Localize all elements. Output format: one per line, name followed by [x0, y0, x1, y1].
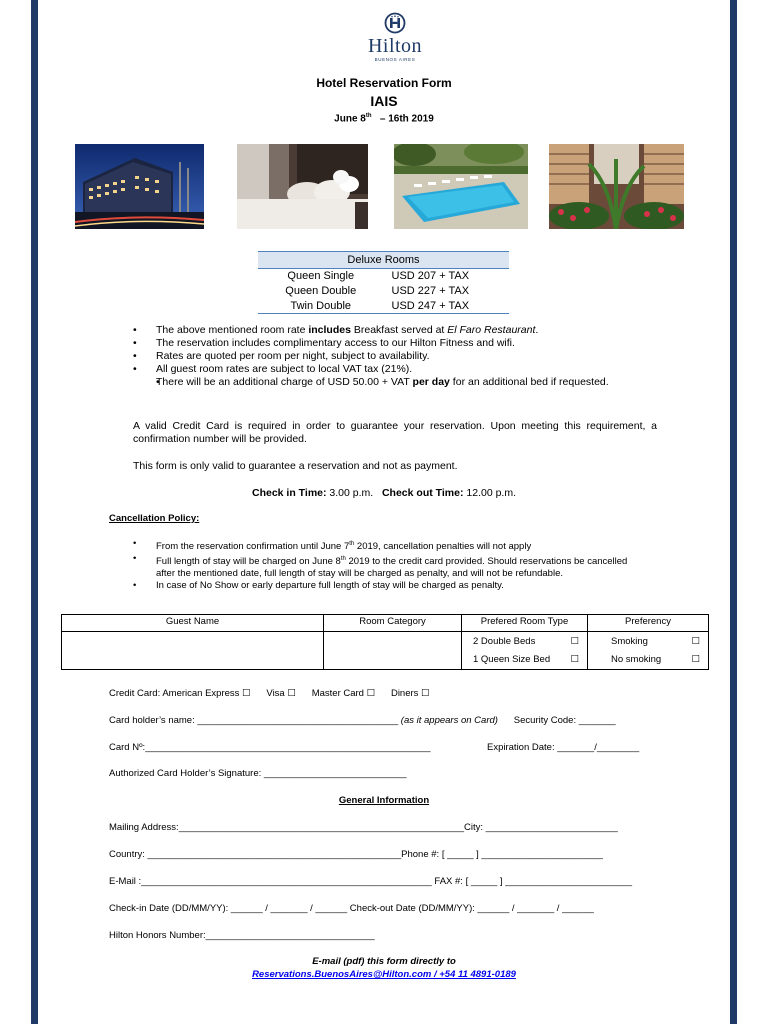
- signature-field[interactable]: Authorized Card Holder’s Signature: ___________________________: [109, 768, 407, 779]
- preferency-header: Preferency: [588, 615, 709, 632]
- event-name: IAIS: [370, 93, 398, 109]
- option-label: No smoking: [611, 653, 662, 665]
- card-number-field[interactable]: Card Nº:______________________________________________________: [109, 742, 431, 753]
- room-type-option[interactable]: [462, 650, 587, 668]
- preferency-cell: [588, 632, 709, 670]
- option-label: Smoking: [611, 635, 648, 647]
- cancellation-title: Cancellation Policy:: [109, 513, 200, 524]
- reservations-email-link[interactable]: Reservations.BuenosAires@Hilton.com / +54 11 4891-0189: [252, 969, 516, 980]
- hilton-wordmark: Hilton: [367, 35, 423, 57]
- hilton-city: BUENOS AIRES: [374, 57, 416, 62]
- guest-name-cell[interactable]: [62, 632, 324, 670]
- room-rate-row: [258, 269, 509, 284]
- card-holder-field[interactable]: Card holder’s name: ______________________________________ (as it appears on Card) Security Code: _______: [109, 715, 616, 726]
- hotel-room-photo: [237, 144, 368, 229]
- mailing-address-field[interactable]: Mailing Address:______________________________________________________City: _________________________: [109, 822, 618, 833]
- guest-name-header: Guest Name: [62, 615, 324, 632]
- expiration-date-field[interactable]: Expiration Date: _______/________: [487, 742, 640, 753]
- cancellation-item: • Full length of stay will be charged on June 8th 2019 to the credit card provided. Should reservations be cancelled after the mentioned date, full length of stay will be charged as penalty, and will not be refundable.: [133, 553, 643, 580]
- country-phone-field[interactable]: Country: ________________________________________________Phone #: [ _____ ] _______________________: [109, 849, 603, 860]
- room-type: Twin Double: [258, 299, 384, 314]
- room-category-cell[interactable]: [324, 632, 462, 670]
- preferency-option[interactable]: [588, 650, 708, 668]
- checkbox[interactable]: ☐: [570, 653, 579, 665]
- rate-note: • The reservation includes complimentary access to our Hilton Fitness and wifi.: [133, 337, 657, 350]
- hotel-exterior-photo: [75, 144, 204, 229]
- checkbox[interactable]: ☐: [570, 635, 579, 647]
- room-type-cell: [462, 632, 588, 670]
- rate-note: • All guest room rates are subject to local VAT tax (21%).: [133, 363, 657, 376]
- option-label: 2 Double Beds: [473, 635, 536, 647]
- rate-notes-list: [133, 324, 657, 389]
- room-type: Queen Single: [287, 270, 355, 283]
- honors-number-field[interactable]: Hilton Honors Number:________________________________: [109, 930, 375, 941]
- credit-card-options[interactable]: Credit Card: American Express ☐ Visa ☐ Master Card ☐ Diners ☐: [109, 688, 430, 699]
- option-label: 1 Queen Size Bed: [473, 653, 551, 665]
- checkbox[interactable]: ☐: [691, 635, 700, 647]
- room-rates-table: [258, 251, 509, 314]
- event-dates: June 8th – 16th 2019: [334, 113, 434, 125]
- validity-paragraph: This form is only valid to guarantee a reservation and not as payment.: [133, 460, 458, 472]
- room-rates-header: Deluxe Rooms: [258, 252, 509, 269]
- room-rate-row: [258, 299, 509, 314]
- room-rate-row: [258, 284, 509, 299]
- room-rate: USD 247 + TAX: [384, 299, 510, 314]
- rate-note: • The above mentioned room rate includes Breakfast served at El Faro Restaurant.: [133, 324, 657, 337]
- preferency-option[interactable]: [588, 632, 708, 650]
- room-type-header: Prefered Room Type: [462, 615, 588, 632]
- checkbox[interactable]: ☐: [691, 653, 700, 665]
- cancellation-item: • From the reservation confirmation until June 7th 2019, cancellation penalties will not apply: [133, 538, 643, 553]
- right-page-border: [730, 0, 737, 1024]
- room-category-header: Room Category: [324, 615, 462, 632]
- rate-note: • There will be an additional charge of USD 50.00 + VAT per day for an additional bed if requested.: [133, 376, 657, 389]
- cancellation-item: • In case of No Show or early departure full length of stay will be charged as penalty.: [133, 580, 643, 592]
- room-type-option[interactable]: [462, 632, 587, 650]
- cancellation-list: [133, 538, 643, 592]
- rate-note: • Rates are quoted per room per night, subject to availability.: [133, 350, 657, 363]
- email-fax-field[interactable]: E-Mail :_______________________________________________________ FAX #: [ _____ ] ________________________: [109, 876, 632, 887]
- left-page-border: [31, 0, 38, 1024]
- credit-card-paragraph: A valid Credit Card is required in order to guarantee your reservation. Upon meeting this requirement, a confirmation number will be provided.: [133, 420, 657, 445]
- guest-table: [61, 614, 709, 670]
- general-info-title: General Information: [338, 795, 430, 806]
- check-times: Check in Time: 3.00 p.m. Check out Time: 12.00 p.m.: [252, 487, 516, 499]
- room-rate: USD 227 + TAX: [391, 285, 470, 297]
- check-dates-field[interactable]: Check-in Date (DD/MM/YY): ______ / _______ / ______ Check-out Date (DD/MM/YY): ______ / _______ / ______: [109, 903, 594, 914]
- email-instruction: E-mail (pdf) this form directly to: [312, 956, 456, 967]
- room-rate: USD 207 + TAX: [391, 270, 470, 283]
- pool-photo: [394, 144, 528, 229]
- hilton-logo-mark: [381, 12, 409, 36]
- form-title: Hotel Reservation Form: [316, 76, 452, 90]
- hilton-logo: [340, 12, 450, 62]
- room-type: Queen Double: [285, 285, 357, 297]
- contact-line: [0, 969, 768, 980]
- atrium-photo: [549, 144, 684, 229]
